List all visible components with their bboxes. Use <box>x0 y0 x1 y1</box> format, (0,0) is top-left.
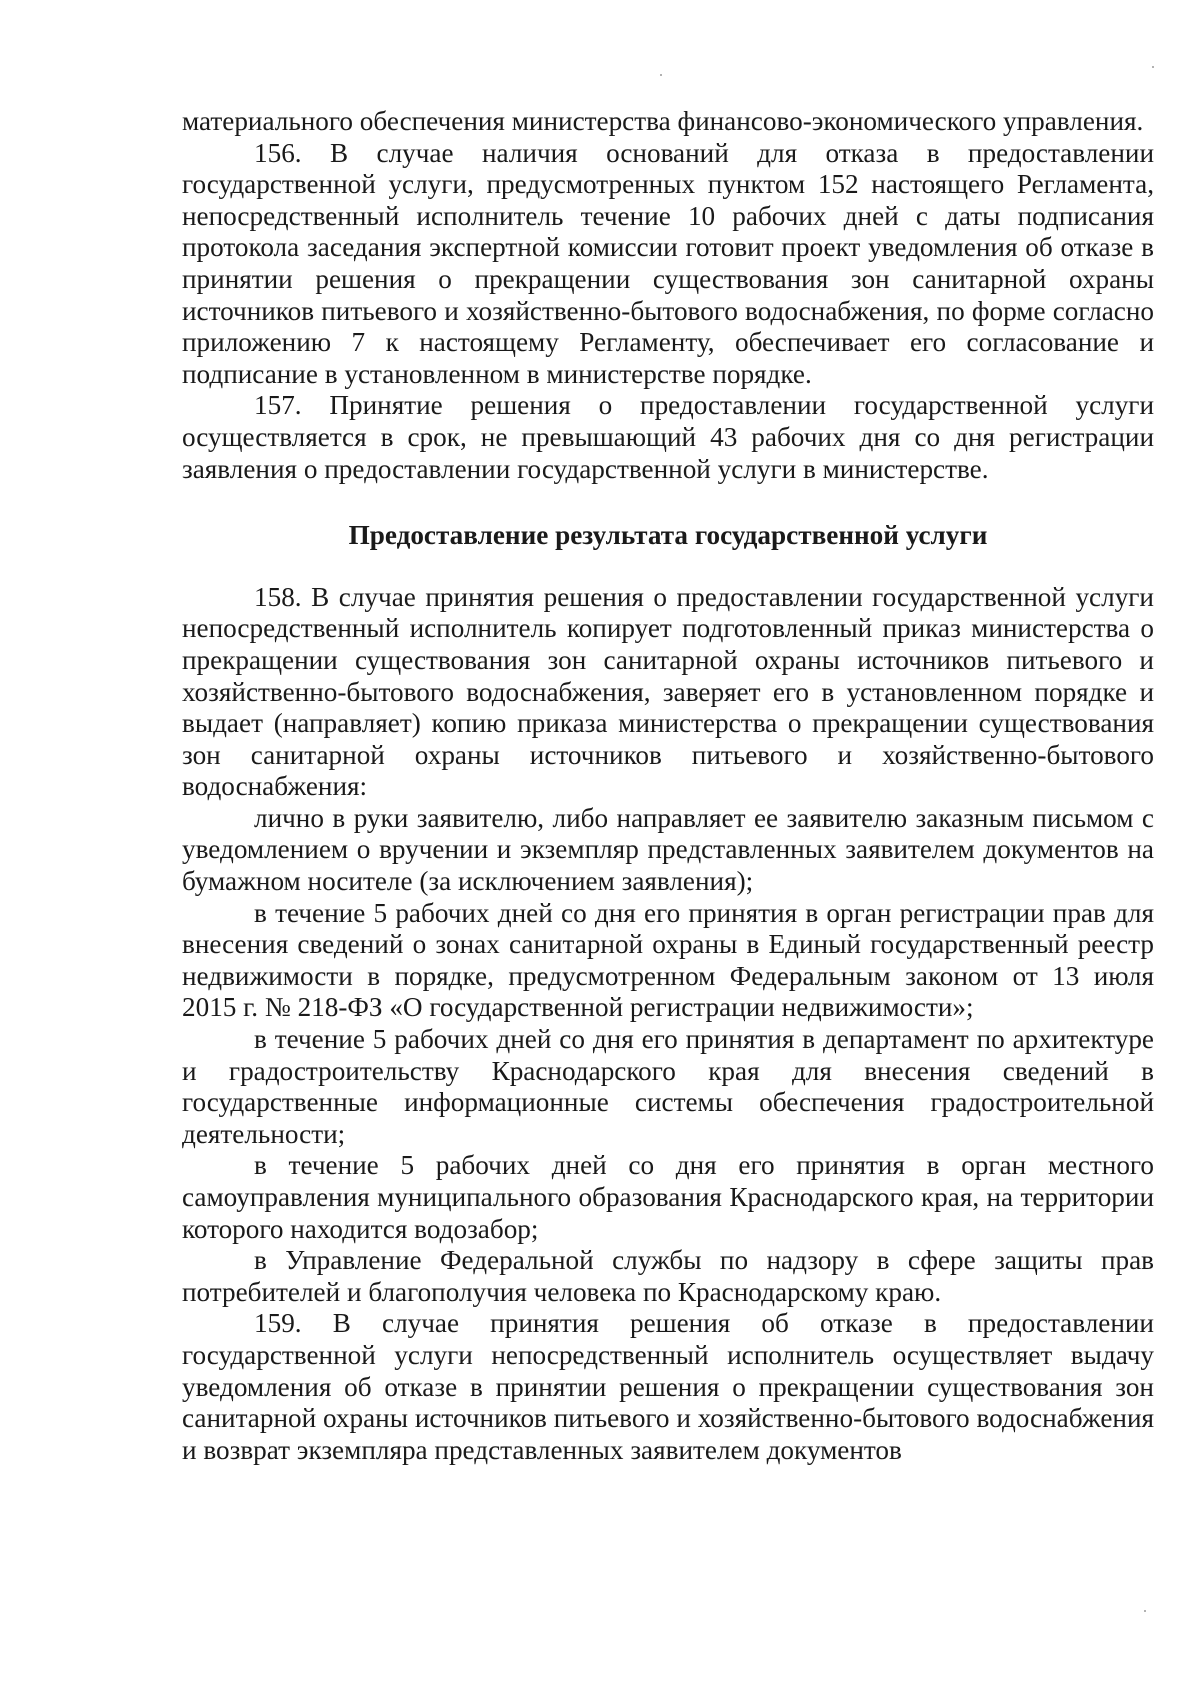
scan-speck <box>1144 1610 1146 1612</box>
section-heading: Предоставление результата государственной услуги <box>348 520 988 551</box>
scan-speck <box>1152 66 1154 68</box>
scan-speck <box>660 74 662 76</box>
paragraph-158-local-government: в течение 5 рабочих дней со дня его принятия в орган местного самоуправления муниципального образования Краснодарского края, на территории которого находится водозабор; <box>182 1150 1154 1244</box>
paragraph-158-registration-authority: в течение 5 рабочих дней со дня его принятия в орган регистрации прав для внесения сведений о зонах санитарной охраны в Единый государственный реестр недвижимости в порядке, предусмотренном Федеральным законом от 13 июля 2015 г. № 218-ФЗ «О государственной регистрации недвижимости»; <box>182 897 1154 1023</box>
paragraph-159: 159. В случае принятия решения об отказе в предоставлении государственной услуги непосредственный исполнитель осуществляет выдачу уведомления об отказе в принятии решения о прекращении существования зон санитарной охраны источников питьевого и хозяйственно-бытового водоснабжения и возврат экземпляра представленных заявителем документов <box>182 1308 1154 1465</box>
paragraph-156: 156. В случае наличия оснований для отказа в предоставлении государственной услуги, предусмотренных пунктом 152 настоящего Регламента, непосредственный исполнитель течение 10 рабочих дней с даты подписания протокола заседания экспертной комиссии готовит проект уведомления об отказе в принятии решения о прекращении существования зон санитарной охраны источников питьевого и хозяйственно-бытового водоснабжения, по форме согласно приложению 7 к настоящему Регламенту, обеспечивает его согласование и подписание в установленном в министерстве порядке. <box>182 137 1154 389</box>
document-body <box>182 106 1154 1466</box>
paragraph-158-personal-delivery: лично в руки заявителю, либо направляет ее заявителю заказным письмом с уведомлением о вручении и экземпляр представленных заявителем документов на бумажном носителе (за исключением заявления); <box>182 802 1154 897</box>
paragraph-158: 158. В случае принятия решения о предоставлении государственной услуги непосредственный исполнитель копирует подготовленный приказ министерства о прекращении существования зон санитарной охраны источников питьевого и хозяйственно-бытового водоснабжения, заверяет его в установленном порядке и выдает (направляет) копию приказа министерства о прекращении существования зон санитарной охраны источников питьевого и хозяйственно-бытового водоснабжения: <box>182 581 1154 802</box>
paragraph-158-rospotrebnadzor: в Управление Федеральной службы по надзору в сфере защиты прав потребителей и благополучия человека по Краснодарскому краю. <box>182 1245 1154 1307</box>
paragraph-158-architecture-department: в течение 5 рабочих дней со дня его принятия в департамент по архитектуре и градостроительству Краснодарского края для внесения сведений в государственные информационные системы обеспечения градостроительной деятельности; <box>182 1024 1154 1149</box>
paragraph-157: 157. Принятие решения о предоставлении государственной услуги осуществляется в срок, не превышающий 43 рабочих дня со дня регистрации заявления о предоставлении государственной услуги в министерстве. <box>182 390 1154 484</box>
paragraph-continuation: материального обеспечения министерства финансово-экономического управления. <box>182 106 1144 136</box>
